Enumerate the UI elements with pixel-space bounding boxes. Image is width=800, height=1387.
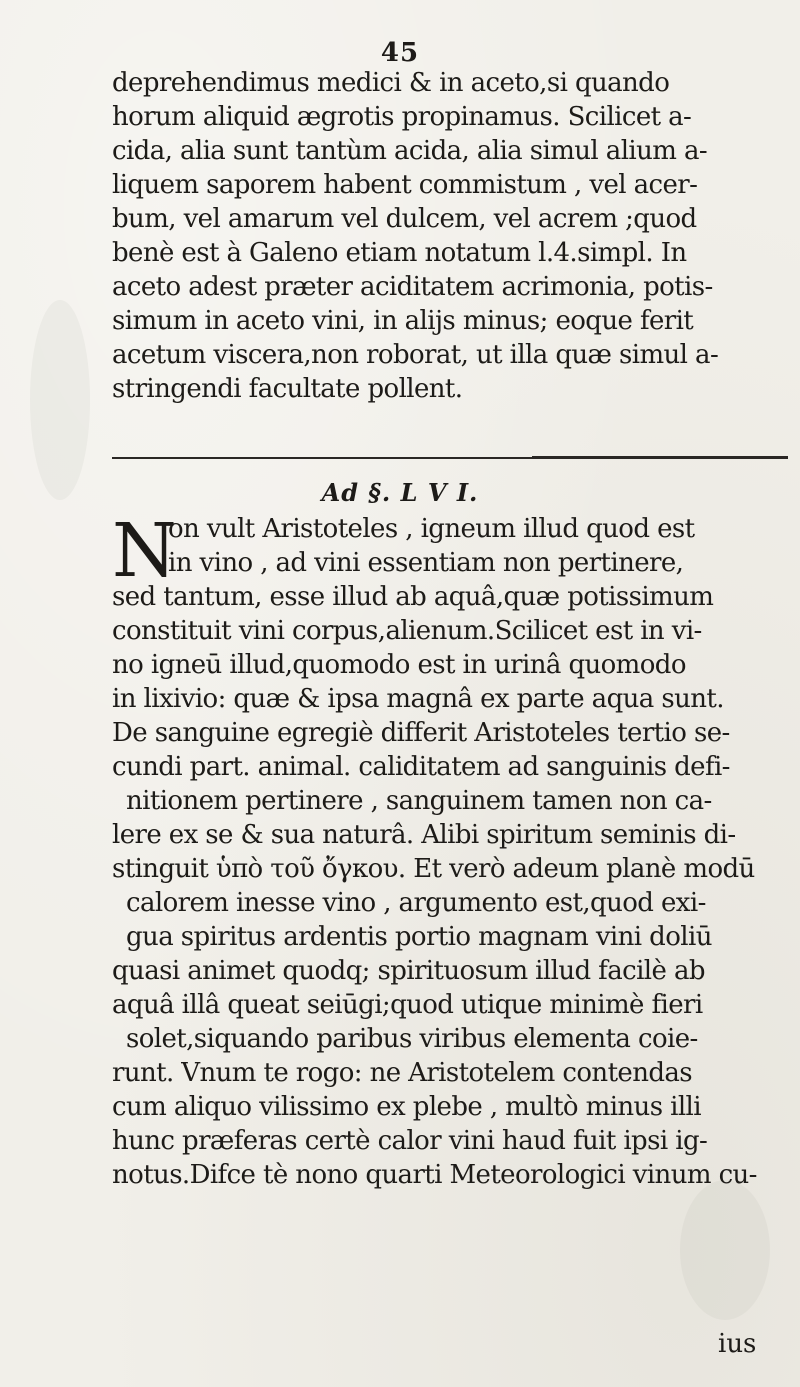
section-divider — [112, 457, 788, 459]
text-line: simum in aceto vini, in alijs minus; eoque ferit — [112, 306, 694, 336]
text-line: in vino , ad vini essentiam non pertinere, — [168, 548, 684, 578]
page-number: 45 — [380, 38, 420, 68]
text-line: in lixivio: quæ & ipsa magnâ ex parte aqua sunt. — [112, 684, 724, 714]
text-line: stinguit ὑπὸ τοῦ ὄγκου. Et verò adeum planè modū — [112, 854, 755, 884]
paper-stain — [30, 300, 90, 500]
text-line: cundi part. animal. caliditatem ad sanguinis defi- — [112, 752, 730, 782]
text-line: bum, vel amarum vel dulcem, vel acrem ;quod — [112, 204, 697, 234]
section-heading: Ad §. L V I. — [321, 478, 479, 507]
text-line: cida, alia sunt tantùm acida, alia simul alium a- — [112, 136, 708, 166]
text-line: stringendi facultate pollent. — [112, 374, 463, 404]
text-line: aquâ illâ queat seiūgi;quod utique minimè fieri — [112, 990, 703, 1020]
text-line: liquem saporem habent commistum , vel acer- — [112, 170, 698, 200]
text-line: horum aliquid ægrotis propinamus. Scilicet a- — [112, 102, 692, 132]
text-line: acetum viscera,non roborat, ut illa quæ simul a- — [112, 340, 719, 370]
paragraph-1 — [112, 66, 800, 406]
text-line: quasi animet quodq; spirituosum illud facilè ab — [112, 956, 705, 986]
paper-stain — [680, 1180, 770, 1320]
text-line: deprehendimus medici & in aceto,si quando — [112, 68, 670, 98]
text-line: sed tantum, esse illud ab aquâ,quæ potissimum — [112, 582, 714, 612]
text-line: nitionem pertinere , sanguinem tamen non ca- — [126, 786, 712, 816]
drop-cap: N — [112, 508, 177, 594]
paragraph-2 — [112, 508, 800, 1192]
text-line: aceto adest præter aciditatem acrimonia, potis- — [112, 272, 713, 302]
text-line: hunc præferas certè calor vini haud fuit ipsi ig- — [112, 1126, 708, 1156]
catchword: ius — [718, 1329, 757, 1359]
text-line: no igneū illud,quomodo est in urinâ quomodo — [112, 650, 686, 680]
text-line: cum aliquo vilissimo ex plebe , multò minus illi — [112, 1092, 701, 1122]
text-line: on vult Aristoteles , igneum illud quod est — [168, 514, 695, 544]
text-line: runt. Vnum te rogo: ne Aristotelem contendas — [112, 1058, 693, 1088]
text-line: benè est à Galeno etiam notatum l.4.simpl. In — [112, 238, 687, 268]
text-line: De sanguine egregiè differit Aristoteles tertio se- — [112, 718, 730, 748]
text-line: constituit vini corpus,alienum.Scilicet est in vi- — [112, 616, 702, 646]
text-line: notus.Difce tè nono quarti Meteorologici vinum cu- — [112, 1160, 757, 1190]
text-line: lere ex se & sua naturâ. Alibi spiritum seminis di- — [112, 820, 736, 850]
text-line: solet,siquando paribus viribus elementa coie- — [126, 1024, 698, 1054]
text-line: calorem inesse vino , argumento est,quod exi- — [126, 888, 706, 918]
text-line: gua spiritus ardentis portio magnam vini doliū — [126, 922, 712, 952]
